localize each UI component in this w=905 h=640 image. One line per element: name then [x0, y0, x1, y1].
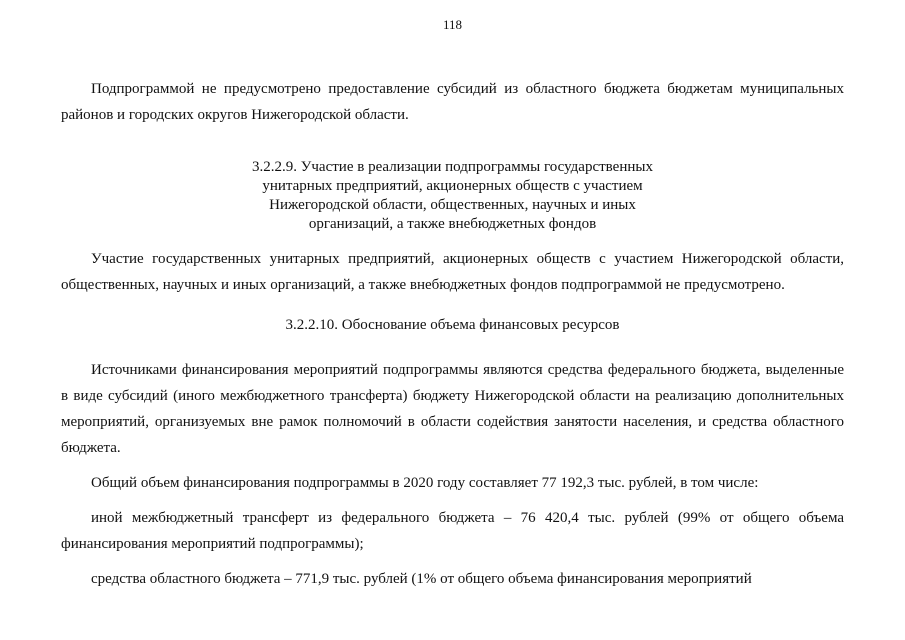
- page-number: 118: [442, 17, 463, 32]
- section-heading-line: 3.2.2.9. Участие в реализации подпрограммы государственных: [252, 159, 653, 175]
- paragraph-regional-budget: средства областного бюджета – 771,9 тыс. рублей (1% от общего объема финансирования мероприятий: [91, 571, 752, 587]
- document-body: [61, 76, 844, 592]
- paragraph-funding-sources: Источниками финансирования мероприятий подпрограммы являются средства федерального бюджета, выделенные в виде субсидий (иного межбюджетного трансферта) бюджету Нижегородской области на реализацию дополнительных мероприятий, организуемых вне рамок полномочий в области содействия занятости населения, и средства областного бюджета.: [61, 362, 844, 456]
- section-heading-3229: [61, 158, 844, 234]
- section-heading-line: унитарных предприятий, акционерных обществ с участием: [262, 178, 643, 194]
- section-heading-line: организаций, а также внебюджетных фондов: [308, 216, 597, 232]
- paragraph-total-funding: Общий объем финансирования подпрограммы в 2020 году составляет 77 192,3 тыс. рублей, в том числе:: [91, 475, 759, 491]
- section-heading-32210: 3.2.2.10. Обоснование объема финансовых ресурсов: [285, 317, 620, 333]
- paragraph-federal-transfer: иной межбюджетный трансферт из федерального бюджета – 76 420,4 тыс. рублей (99% от общего объема финансирования мероприятий подпрограммы);: [61, 510, 844, 552]
- paragraph-participation: Участие государственных унитарных предприятий, акционерных обществ с участием Нижегородской области, общественных, научных и иных организаций, а также внебюджетных фондов подпрограммой не предусмотрено.: [61, 251, 844, 293]
- paragraph-subsidies: Подпрограммой не предусмотрено предоставление субсидий из областного бюджета бюджетам муниципальных районов и городских округов Нижегородской области.: [61, 81, 844, 123]
- section-heading-line: Нижегородской области, общественных, научных и иных: [269, 197, 636, 213]
